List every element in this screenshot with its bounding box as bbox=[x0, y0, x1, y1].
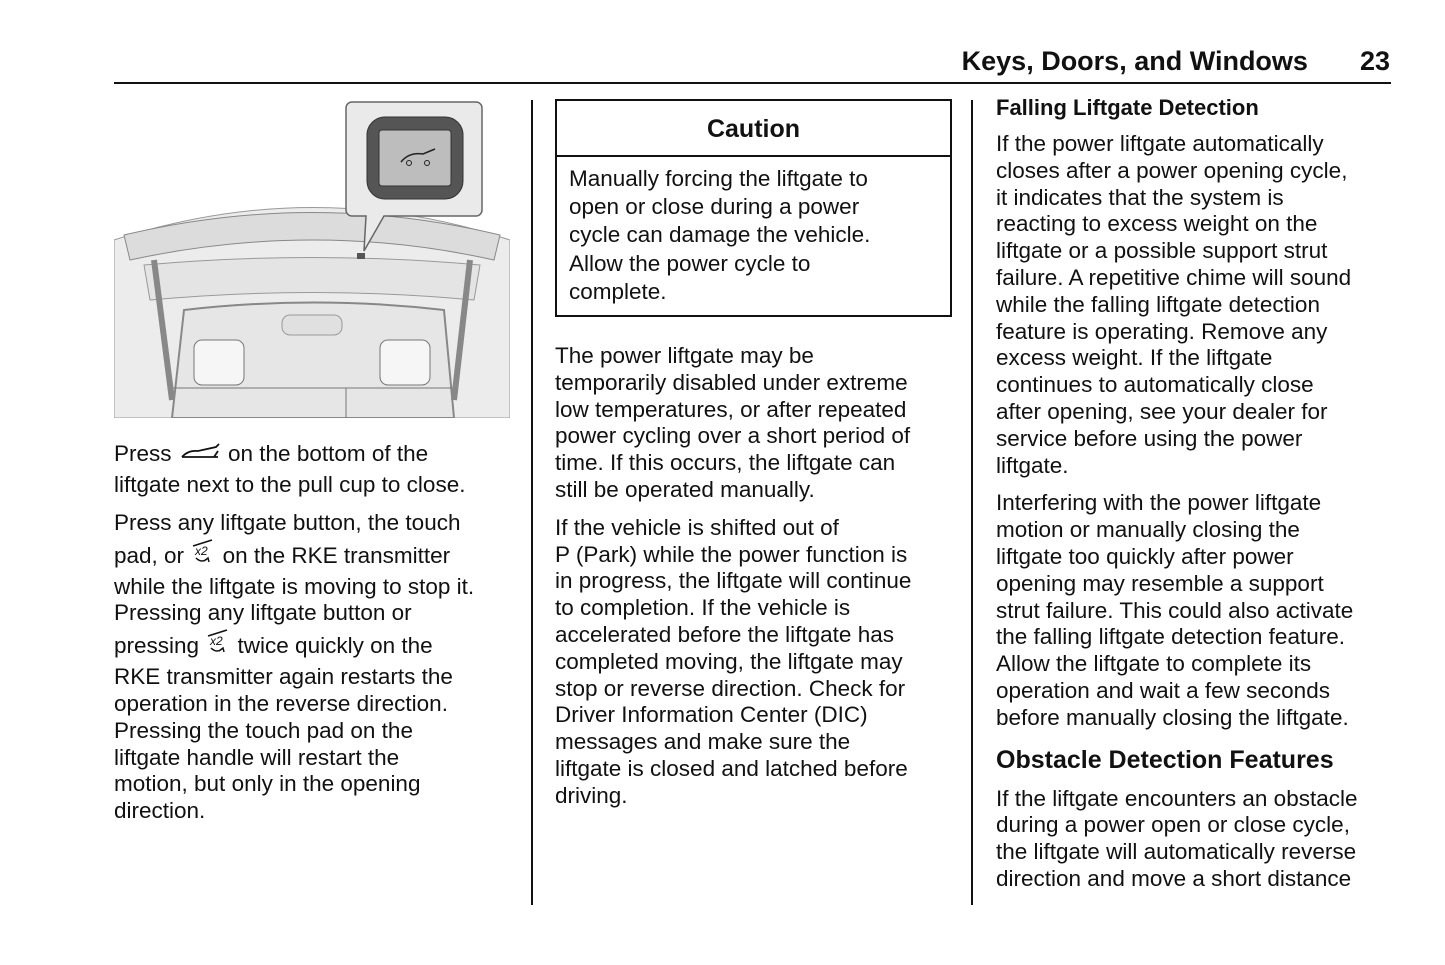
text-line bbox=[996, 426, 1396, 453]
remote-liftgate-x2-icon bbox=[190, 537, 216, 574]
paragraph bbox=[555, 343, 955, 504]
text-line bbox=[114, 574, 514, 601]
text-segment: Pressing the touch pad on the bbox=[114, 717, 413, 743]
text-line bbox=[555, 343, 955, 370]
text-line bbox=[555, 729, 955, 756]
text-segment: opening may resemble a support bbox=[996, 570, 1324, 596]
text-line bbox=[996, 238, 1396, 265]
text-segment: reacting to excess weight on the bbox=[996, 211, 1318, 237]
section-title: Keys, Doors, and Windows bbox=[961, 46, 1308, 76]
paragraph bbox=[996, 490, 1396, 731]
column-divider bbox=[971, 100, 973, 905]
text-line bbox=[114, 600, 514, 627]
text-line bbox=[996, 598, 1396, 625]
text-segment: closes after a power opening cycle, bbox=[996, 157, 1348, 183]
text-segment: the falling liftgate detection feature. bbox=[996, 624, 1345, 650]
section-heading: Falling Liftgate Detection bbox=[996, 95, 1259, 120]
text-line bbox=[114, 510, 514, 537]
text-segment: liftgate is closed and latched before bbox=[555, 755, 908, 781]
paragraph bbox=[996, 131, 1396, 479]
text-line bbox=[996, 372, 1396, 399]
text-segment: low temperatures, or after repeated bbox=[555, 396, 907, 422]
text-line bbox=[555, 450, 955, 477]
text-segment: temporarily disabled under extreme bbox=[555, 369, 908, 395]
text-segment: If the liftgate encounters an obstacle bbox=[996, 785, 1358, 811]
text-segment: driving. bbox=[555, 782, 628, 808]
text-segment: pressing bbox=[114, 633, 206, 659]
text-segment: RKE transmitter again restarts the bbox=[114, 664, 453, 690]
text-line bbox=[555, 568, 955, 595]
paragraph bbox=[555, 515, 955, 810]
text-segment: strut failure. This could also activate bbox=[996, 597, 1354, 623]
text-segment: pad, or bbox=[114, 542, 191, 568]
text-line bbox=[555, 542, 955, 569]
text-line bbox=[114, 537, 514, 574]
text-segment: Interfering with the power liftgate bbox=[996, 490, 1322, 516]
liftgate-close-icon bbox=[178, 439, 222, 472]
text-segment: stop or reverse direction. Check for bbox=[555, 675, 906, 701]
text-segment: messages and make sure the bbox=[555, 729, 851, 755]
text-segment: direction and move a short distance bbox=[996, 865, 1352, 891]
text-segment: liftgate or a possible support strut bbox=[996, 238, 1328, 264]
text-line bbox=[996, 345, 1396, 372]
text-segment: during a power open or close cycle, bbox=[996, 812, 1350, 838]
text-segment: before manually closing the liftgate. bbox=[996, 704, 1349, 730]
text-segment: Allow the liftgate to complete its bbox=[996, 651, 1312, 677]
column-2 bbox=[555, 343, 955, 821]
text-line bbox=[996, 517, 1396, 544]
text-line bbox=[114, 437, 514, 472]
caution-line: Manually forcing the liftgate to bbox=[569, 166, 868, 191]
text-segment: time. If this occurs, the liftgate can bbox=[555, 450, 896, 476]
text-segment: Driver Information Center (DIC) bbox=[555, 702, 868, 728]
text-segment: service before using the power bbox=[996, 425, 1303, 451]
text-line bbox=[114, 691, 514, 718]
caution-line: complete. bbox=[569, 278, 667, 304]
text-line bbox=[996, 490, 1396, 517]
section-heading: Obstacle Detection Features bbox=[996, 745, 1334, 774]
text-line bbox=[555, 783, 955, 810]
text-line bbox=[555, 515, 955, 542]
text-line bbox=[996, 651, 1396, 678]
text-line bbox=[555, 423, 955, 450]
text-line bbox=[996, 292, 1396, 319]
header-rule bbox=[114, 82, 1391, 84]
paragraph bbox=[114, 437, 514, 499]
svg-text:x2: x2 bbox=[210, 634, 223, 649]
text-line bbox=[555, 649, 955, 676]
text-segment: on the bottom of the bbox=[221, 441, 429, 466]
paragraph bbox=[996, 786, 1396, 893]
text-segment: Press any liftgate button, the touch bbox=[114, 509, 461, 535]
text-segment: while the liftgate is moving to stop it. bbox=[114, 573, 475, 599]
text-line bbox=[996, 319, 1396, 346]
text-segment: operation in the reverse direction. bbox=[114, 690, 448, 716]
text-segment: operation and wait a few seconds bbox=[996, 677, 1330, 703]
column-1 bbox=[114, 437, 514, 836]
text-line bbox=[555, 622, 955, 649]
text-segment: feature is operating. Remove any bbox=[996, 318, 1328, 344]
text-segment: continues to automatically close bbox=[996, 372, 1314, 398]
text-segment: excess weight. If the liftgate bbox=[996, 345, 1273, 371]
text-line bbox=[555, 595, 955, 622]
text-line bbox=[555, 397, 955, 424]
text-line bbox=[996, 131, 1396, 158]
text-line bbox=[996, 571, 1396, 598]
text-segment: it indicates that the system is bbox=[996, 184, 1284, 210]
text-line bbox=[996, 185, 1396, 212]
text-segment: twice quickly on the bbox=[231, 633, 433, 659]
text-line bbox=[114, 664, 514, 691]
text-segment: P (Park) while the power function is bbox=[555, 541, 908, 567]
caution-line: Allow the power cycle to bbox=[569, 250, 811, 276]
text-line bbox=[555, 477, 955, 504]
text-segment: while the falling liftgate detection bbox=[996, 291, 1320, 317]
remote-liftgate-x2-icon bbox=[205, 627, 231, 664]
page-number: 23 bbox=[1359, 46, 1390, 76]
text-segment: motion or manually closing the bbox=[996, 517, 1300, 543]
column-divider bbox=[531, 100, 533, 905]
text-segment: failure. A repetitive chime will sound bbox=[996, 264, 1352, 290]
text-line bbox=[996, 786, 1396, 813]
text-line bbox=[996, 544, 1396, 571]
text-segment: If the vehicle is shifted out of bbox=[555, 514, 839, 540]
text-segment: the liftgate will automatically reverse bbox=[996, 839, 1357, 865]
text-line bbox=[114, 771, 514, 798]
text-segment: If the power liftgate automatically bbox=[996, 131, 1324, 156]
text-line bbox=[555, 756, 955, 783]
text-line bbox=[996, 399, 1396, 426]
text-line bbox=[996, 158, 1396, 185]
text-line bbox=[996, 211, 1396, 238]
text-line bbox=[555, 702, 955, 729]
text-line bbox=[996, 812, 1396, 839]
text-line bbox=[114, 745, 514, 772]
text-segment: Pressing any liftgate button or bbox=[114, 600, 412, 626]
text-segment: liftgate next to the pull cup to close. bbox=[114, 472, 466, 497]
caution-line: cycle can damage the vehicle. bbox=[569, 222, 871, 248]
text-segment: liftgate. bbox=[996, 452, 1069, 478]
text-line bbox=[996, 678, 1396, 705]
svg-text:x2: x2 bbox=[195, 543, 208, 558]
text-segment: direction. bbox=[114, 798, 206, 824]
text-segment: Press bbox=[114, 441, 178, 466]
caution-line: open or close during a power bbox=[569, 194, 860, 220]
text-segment: on the RKE transmitter bbox=[216, 542, 451, 568]
text-segment: completed moving, the liftgate may bbox=[555, 648, 903, 674]
text-line bbox=[555, 676, 955, 703]
caution-box bbox=[555, 99, 952, 317]
text-line bbox=[555, 370, 955, 397]
text-line bbox=[114, 627, 514, 664]
text-segment: liftgate handle will restart the bbox=[114, 744, 400, 770]
liftgate-illustration bbox=[114, 100, 510, 418]
text-segment: in progress, the liftgate will continue bbox=[555, 568, 912, 594]
text-line bbox=[114, 472, 514, 499]
text-segment: power cycling over a short period of bbox=[555, 423, 911, 449]
caution-title: Caution bbox=[557, 101, 950, 157]
text-line bbox=[996, 624, 1396, 651]
text-segment: motion, but only in the opening bbox=[114, 771, 421, 797]
text-segment: The power liftgate may be bbox=[555, 343, 814, 368]
text-segment: still be operated manually. bbox=[555, 476, 815, 502]
text-line bbox=[996, 839, 1396, 866]
caution-text bbox=[557, 157, 950, 314]
text-segment: to completion. If the vehicle is bbox=[555, 595, 851, 621]
paragraph bbox=[114, 510, 514, 825]
text-line bbox=[114, 718, 514, 745]
text-line bbox=[996, 705, 1396, 732]
text-segment: liftgate too quickly after power bbox=[996, 543, 1294, 569]
text-segment: accelerated before the liftgate has bbox=[555, 621, 894, 647]
column-3 bbox=[996, 97, 1396, 904]
text-line bbox=[996, 265, 1396, 292]
text-line bbox=[114, 798, 514, 825]
text-segment: after opening, see your dealer for bbox=[996, 398, 1328, 424]
text-line bbox=[996, 453, 1396, 480]
text-line bbox=[996, 866, 1396, 893]
page-header bbox=[962, 46, 1390, 77]
